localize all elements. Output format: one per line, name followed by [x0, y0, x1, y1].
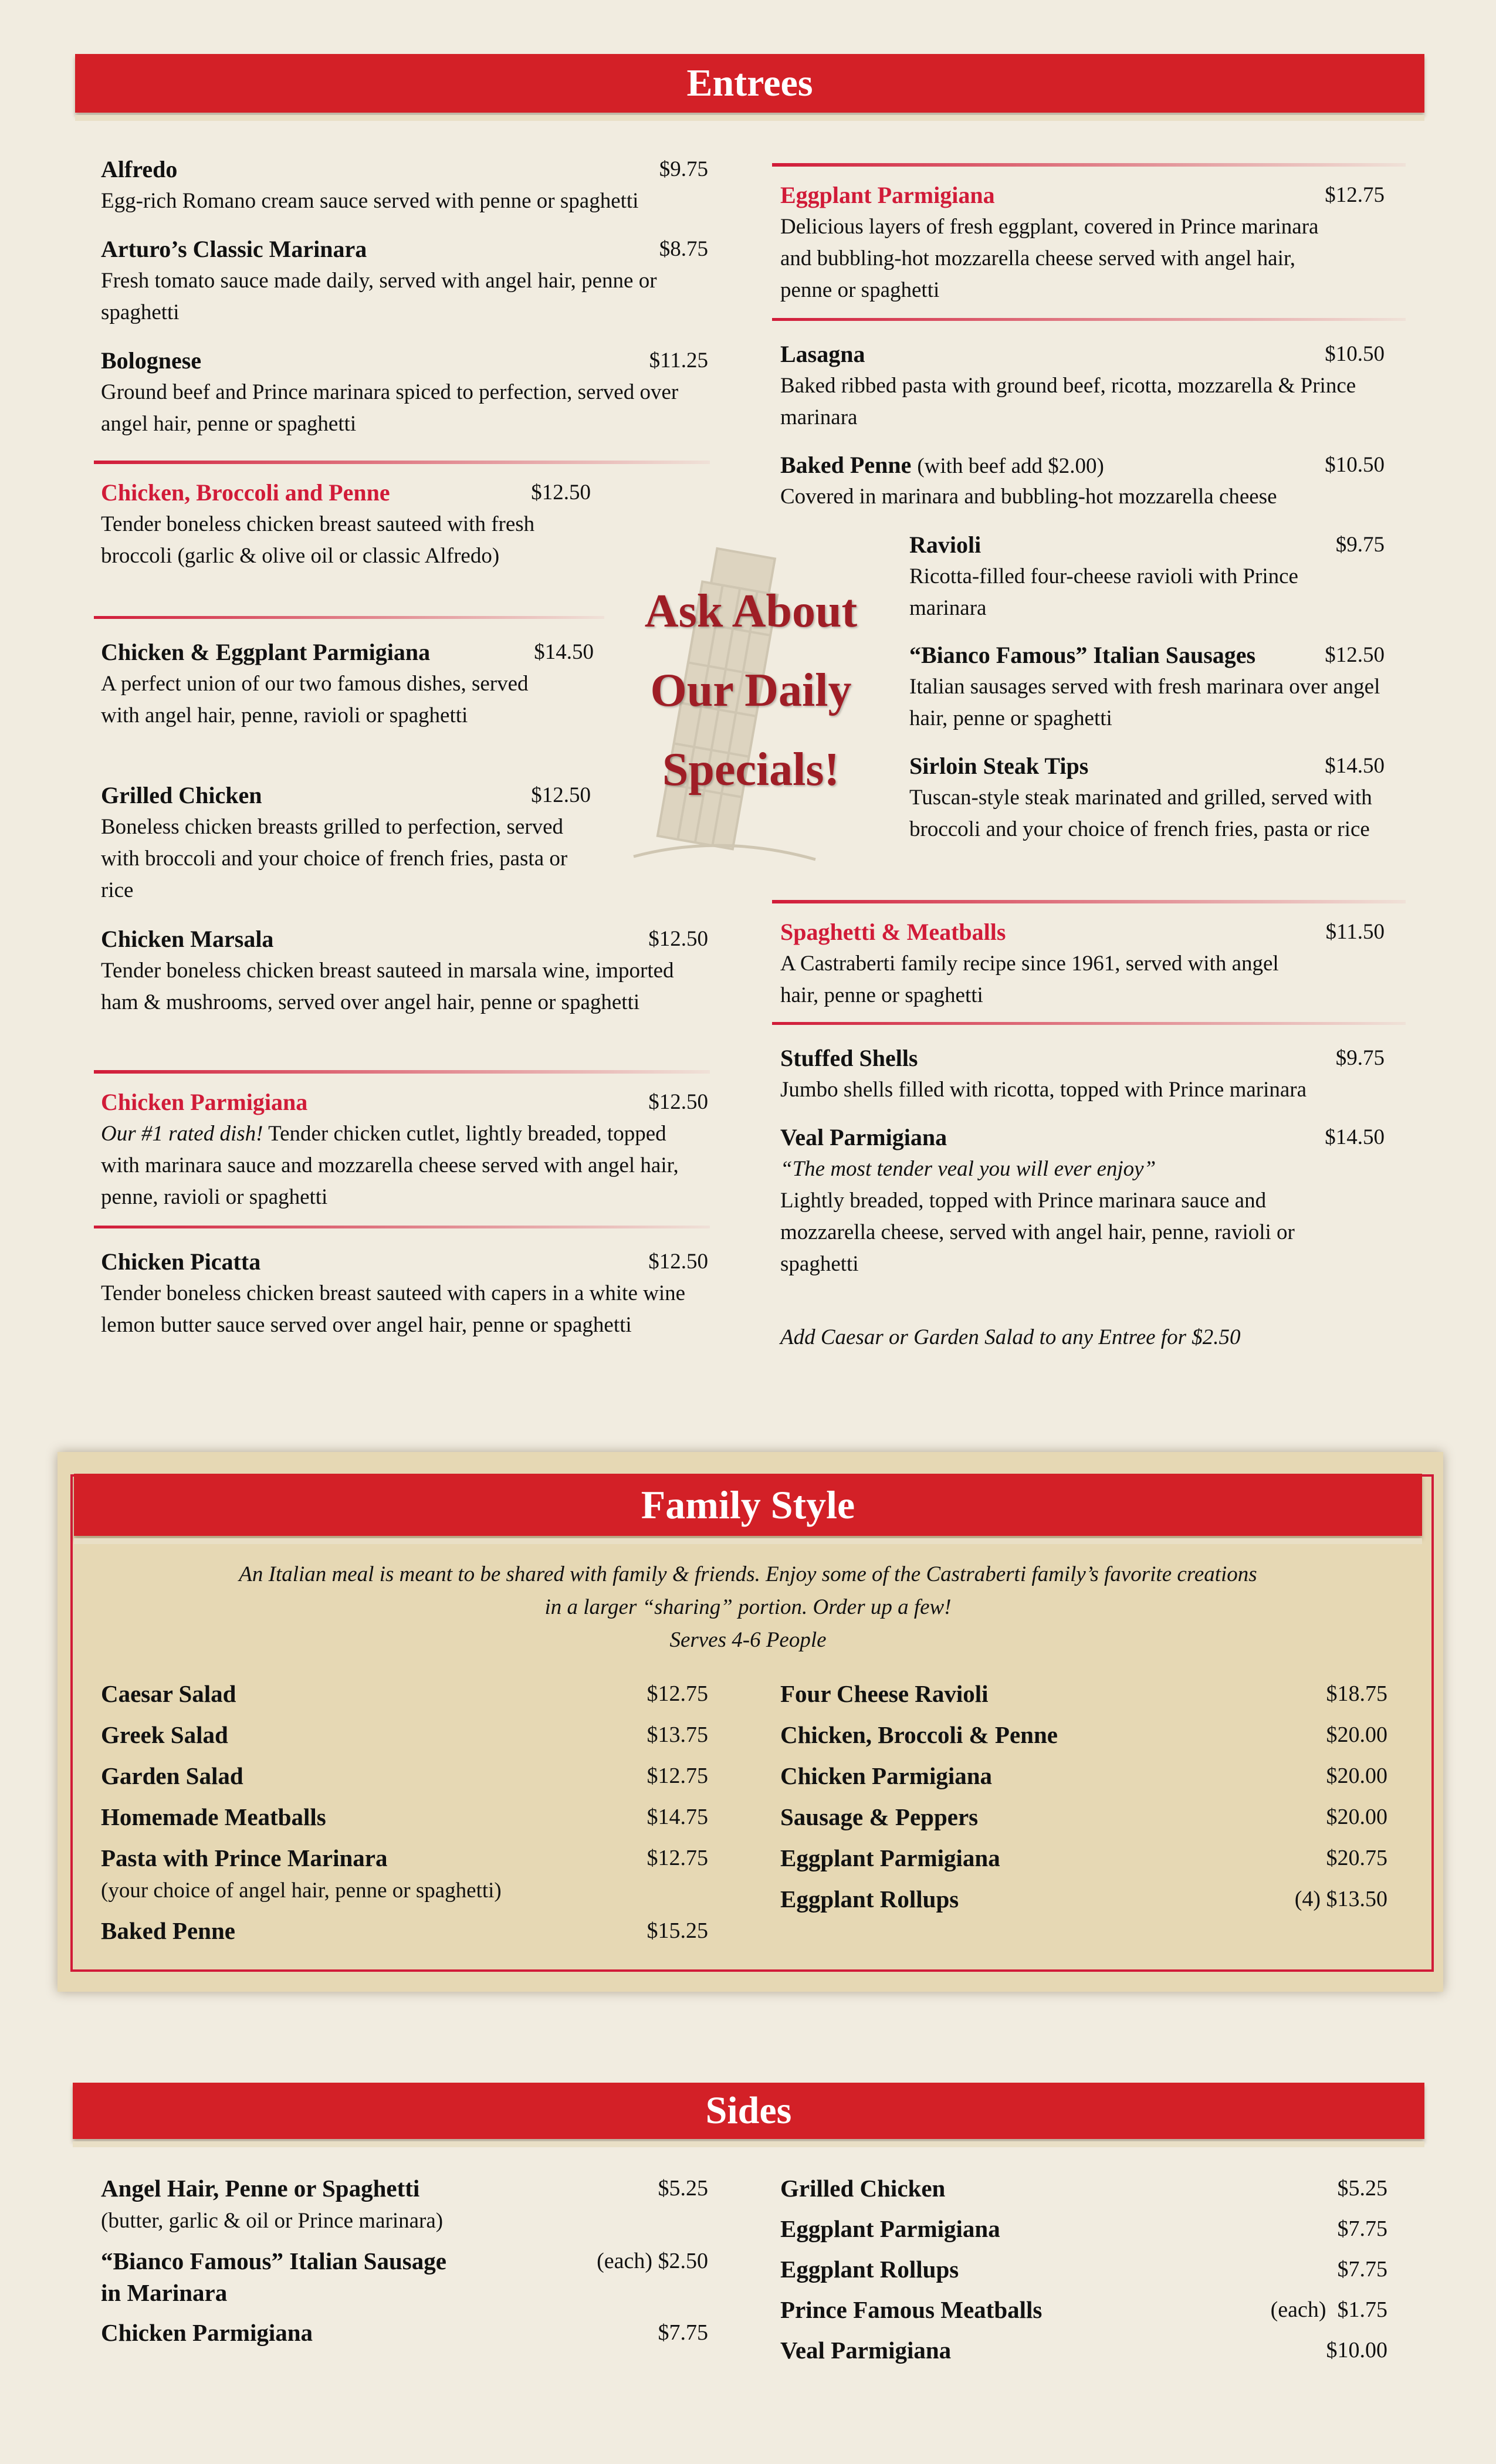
family-item	[101, 1842, 708, 1875]
family-left-column	[101, 1678, 708, 1956]
item-description: Ground beef and Prince marinara spiced to perfection, served over angel hair, penne or spaghetti	[101, 380, 679, 436]
item-price: $12.50	[531, 783, 591, 807]
item-description: Tender boneless chicken breast sauteed in marsala wine, imported ham & mushrooms, served over angel hair, penne or spaghetti	[101, 959, 674, 1014]
item-name-group	[780, 449, 1104, 482]
family-right-column	[780, 1678, 1387, 1924]
entrees-title: Entrees	[686, 62, 813, 104]
menu-item-chicken-marsala	[101, 923, 708, 1018]
item-description: Ricotta-filled four-cheese ravioli with Prince marinara	[909, 564, 1298, 620]
item-name: Lasagna	[780, 341, 865, 367]
sides-right-column	[780, 2172, 1387, 2375]
specials-line: Ask About	[644, 585, 858, 637]
menu-item-stuffed-shells	[780, 1043, 1385, 1106]
item-price: $18.75	[1326, 1681, 1387, 1706]
daily-specials-callout	[622, 572, 880, 810]
item-price: $12.50	[648, 927, 708, 951]
item-name: Ravioli	[909, 532, 981, 558]
item-description: Fresh tomato sauce made daily, served with angel hair, penne or spaghetti	[101, 269, 657, 324]
item-price: $14.50	[1325, 1125, 1385, 1149]
item-description: Baked ribbed pasta with ground beef, ricotta, mozzarella & Prince marinara	[780, 374, 1356, 429]
side-item	[780, 2294, 1387, 2334]
item-name: Spaghetti & Meatballs	[780, 919, 1006, 945]
item-price: (each) $2.50	[597, 2249, 708, 2273]
item-price: (each) $1.75	[1270, 2297, 1387, 2322]
item-price: $7.75	[1337, 2257, 1387, 2282]
item-price: $20.00	[1326, 1722, 1387, 1747]
menu-item-grilled-chicken	[101, 780, 591, 906]
side-item-continued	[101, 2277, 708, 2317]
item-name: Prince Famous Meatballs	[780, 2296, 1043, 2323]
item-price: $12.50	[531, 480, 591, 505]
item-price: $15.25	[647, 1918, 708, 1943]
item-price: $20.75	[1326, 1846, 1387, 1870]
item-name: Sausage & Peppers	[780, 1803, 979, 1830]
divider	[94, 1226, 710, 1228]
item-name: Veal Parmigiana	[780, 2337, 952, 2364]
item-note: (with beef add $2.00)	[917, 454, 1104, 478]
divider	[772, 318, 1406, 321]
item-name: Pasta with Prince Marinara	[101, 1844, 388, 1871]
family-serves-note: Serves 4-6 People	[669, 1628, 827, 1652]
item-description: Italian sausages served with fresh marinara over angel hair, penne or spaghetti	[909, 675, 1380, 730]
menu-item-chicken-broccoli-penne	[101, 477, 591, 572]
item-description: Delicious layers of fresh eggplant, covered in Prince marinara and bubbling-hot mozzarella cheese served with angel hair, penne or spaghetti	[780, 215, 1319, 302]
item-name: “Bianco Famous” Italian Sausages	[909, 642, 1256, 668]
divider	[772, 1022, 1406, 1025]
item-name: Homemade Meatballs	[101, 1803, 326, 1830]
item-description: Tender boneless chicken breast sauteed with capers in a white wine lemon butter sauce served over angel hair, penne or spaghetti	[101, 1281, 686, 1337]
item-name: Greek Salad	[101, 1721, 228, 1748]
specials-line: Specials!	[662, 744, 840, 796]
item-price: $11.25	[649, 348, 708, 373]
sides-title: Sides	[705, 2089, 792, 2132]
item-description	[101, 1118, 699, 1213]
item-description: Egg-rich Romano cream sauce served with penne or spaghetti	[101, 189, 639, 213]
menu-item-bianco-sausages	[909, 639, 1385, 735]
family-item	[101, 1801, 708, 1842]
item-description-text: Tender chicken cutlet, lightly breaded, topped with marinara sauce and mozzarella cheese served with angel hair, penne, ravioli or spaghetti	[101, 1122, 679, 1209]
item-price: (4) $13.50	[1294, 1887, 1387, 1911]
family-style-banner	[74, 1474, 1422, 1536]
family-item	[780, 1842, 1387, 1883]
item-price: $9.75	[1335, 1046, 1385, 1070]
item-name: Veal Parmigiana	[780, 1124, 947, 1150]
menu-item-ravioli	[909, 529, 1385, 624]
item-name: Eggplant Rollups	[780, 2256, 959, 2283]
family-style-title: Family Style	[641, 1483, 855, 1527]
item-name: Bolognese	[101, 347, 202, 374]
item-tagline: Our #1 rated dish!	[101, 1122, 263, 1146]
family-item	[101, 1915, 708, 1956]
family-item	[101, 1760, 708, 1801]
item-name: Arturo’s Classic Marinara	[101, 236, 367, 262]
family-item	[780, 1678, 1387, 1719]
salad-add-on-note: Add Caesar or Garden Salad to any Entree for $2.50	[780, 1325, 1241, 1349]
item-name: Angel Hair, Penne or Spaghetti	[101, 2175, 420, 2202]
item-name: Chicken, Broccoli & Penne	[780, 1721, 1058, 1748]
item-description: (butter, garlic & oil or Prince marinara)	[101, 2209, 444, 2233]
item-name: Chicken Parmigiana	[101, 2319, 313, 2346]
item-description: (your choice of angel hair, penne or spaghetti)	[101, 1879, 502, 1903]
item-description: Jumbo shells filled with ricotta, topped with Prince marinara	[780, 1078, 1307, 1102]
item-name: Eggplant Rollups	[780, 1886, 959, 1913]
item-price: $10.00	[1326, 2338, 1387, 2363]
divider	[94, 1070, 710, 1074]
item-price: $14.50	[1325, 754, 1385, 778]
family-item	[780, 1883, 1387, 1924]
item-name: Eggplant Parmigiana	[780, 182, 995, 208]
item-price: $9.75	[659, 157, 708, 181]
sides-banner	[73, 2083, 1424, 2139]
item-price: $10.50	[1325, 453, 1385, 477]
item-name: Eggplant Parmigiana	[780, 2215, 1000, 2242]
side-item	[780, 2253, 1387, 2294]
specials-line: Our Daily	[650, 665, 852, 716]
item-name: Grilled Chicken	[101, 782, 262, 808]
menu-item-eggplant-parmigiana	[780, 180, 1385, 306]
menu-item-chicken-eggplant-parmigiana	[101, 637, 594, 732]
item-price: $12.50	[1325, 643, 1385, 667]
menu-item-bolognese	[101, 345, 708, 440]
menu-item-veal-parmigiana	[780, 1122, 1385, 1280]
item-price: $7.75	[1337, 2216, 1387, 2241]
item-name: Caesar Salad	[101, 1680, 236, 1707]
item-description: Tender boneless chicken breast sauteed with fresh broccoli (garlic & olive oil or classic Alfredo)	[101, 512, 535, 568]
item-price: $12.75	[647, 1846, 708, 1870]
menu-item-alfredo	[101, 154, 708, 217]
menu-item-spaghetti-meatballs	[780, 916, 1385, 1011]
family-intro-line: in a larger “sharing” portion. Order up a few!	[544, 1595, 952, 1619]
divider	[94, 461, 710, 464]
side-item	[101, 2317, 708, 2358]
item-name: Stuffed Shells	[780, 1045, 918, 1071]
item-name: Chicken, Broccoli and Penne	[101, 479, 390, 506]
item-price: $8.75	[659, 237, 708, 261]
menu-item-chicken-picatta	[101, 1246, 708, 1341]
family-item	[780, 1760, 1387, 1801]
side-item	[780, 2334, 1387, 2375]
item-price: $13.75	[647, 1722, 708, 1747]
item-name: Chicken Parmigiana	[101, 1089, 308, 1115]
item-name: Grilled Chicken	[780, 2175, 946, 2202]
item-description: Covered in marinara and bubbling-hot mozzarella cheese	[780, 485, 1277, 509]
side-item	[780, 2213, 1387, 2253]
item-name: Chicken & Eggplant Parmigiana	[101, 639, 431, 665]
divider	[772, 163, 1406, 167]
side-item	[101, 2172, 708, 2205]
item-price: $10.50	[1325, 342, 1385, 366]
item-description: A Castraberti family recipe since 1961, served with angel hair, penne or spaghetti	[780, 952, 1279, 1007]
item-description: A perfect union of our two famous dishes, served with angel hair, penne, ravioli or spaghetti	[101, 672, 529, 727]
family-item	[780, 1719, 1387, 1760]
item-description: Lightly breaded, topped with Prince marinara sauce and mozzarella cheese, served with angel hair, penne, ravioli or spaghetti	[780, 1189, 1295, 1276]
item-price: $5.25	[1337, 2176, 1387, 2201]
item-name: Eggplant Parmigiana	[780, 1844, 1000, 1871]
item-price: $5.25	[658, 2176, 708, 2201]
menu-item-arturos-marinara	[101, 233, 708, 329]
item-name: Sirloin Steak Tips	[909, 753, 1089, 779]
item-price: $20.00	[1326, 1764, 1387, 1788]
item-name: Chicken Picatta	[101, 1248, 261, 1275]
entrees-banner	[75, 54, 1424, 113]
side-item	[101, 2245, 708, 2277]
item-description: Tuscan-style steak marinated and grilled, served with broccoli and your choice of french fries, pasta or rice	[909, 786, 1372, 841]
menu-item-lasagna	[780, 339, 1385, 434]
menu-item-chicken-parmigiana	[101, 1087, 708, 1213]
side-item	[780, 2172, 1387, 2213]
item-price: $14.50	[534, 640, 594, 664]
item-price: $11.50	[1325, 920, 1385, 944]
family-item	[101, 1719, 708, 1760]
item-price: $14.75	[647, 1805, 708, 1829]
item-price: $12.50	[648, 1090, 708, 1114]
item-price: $12.75	[647, 1681, 708, 1706]
item-name: Chicken Marsala	[101, 926, 274, 952]
item-name: Baked Penne	[780, 452, 912, 478]
family-intro-line: An Italian meal is meant to be shared with family & friends. Enjoy some of the Castraberti family’s favorite creations	[239, 1562, 1257, 1586]
item-price: $7.75	[658, 2320, 708, 2345]
item-name-continued: in Marinara	[101, 2279, 228, 2306]
item-price: $12.50	[648, 1250, 708, 1274]
family-item	[101, 1678, 708, 1719]
menu-item-sirloin-steak-tips	[909, 750, 1385, 845]
item-description: Boneless chicken breasts grilled to perfection, served with broccoli and your choice of french fries, pasta or rice	[101, 815, 568, 902]
divider	[772, 900, 1406, 903]
item-tagline: “The most tender veal you will ever enjoy”	[780, 1157, 1156, 1181]
item-price: $9.75	[1335, 533, 1385, 557]
item-name: “Bianco Famous” Italian Sausage	[101, 2248, 446, 2275]
menu-item-baked-penne	[780, 449, 1385, 513]
divider	[94, 616, 604, 619]
item-name: Baked Penne	[101, 1917, 235, 1944]
item-price: $12.75	[1325, 183, 1385, 207]
item-name: Four Cheese Ravioli	[780, 1680, 989, 1707]
item-price: $20.00	[1326, 1805, 1387, 1829]
family-item	[780, 1801, 1387, 1842]
item-name: Chicken Parmigiana	[780, 1762, 993, 1789]
item-name: Garden Salad	[101, 1762, 243, 1789]
sides-left-column	[101, 2172, 708, 2358]
item-price: $12.75	[647, 1764, 708, 1788]
item-name: Alfredo	[101, 156, 178, 182]
